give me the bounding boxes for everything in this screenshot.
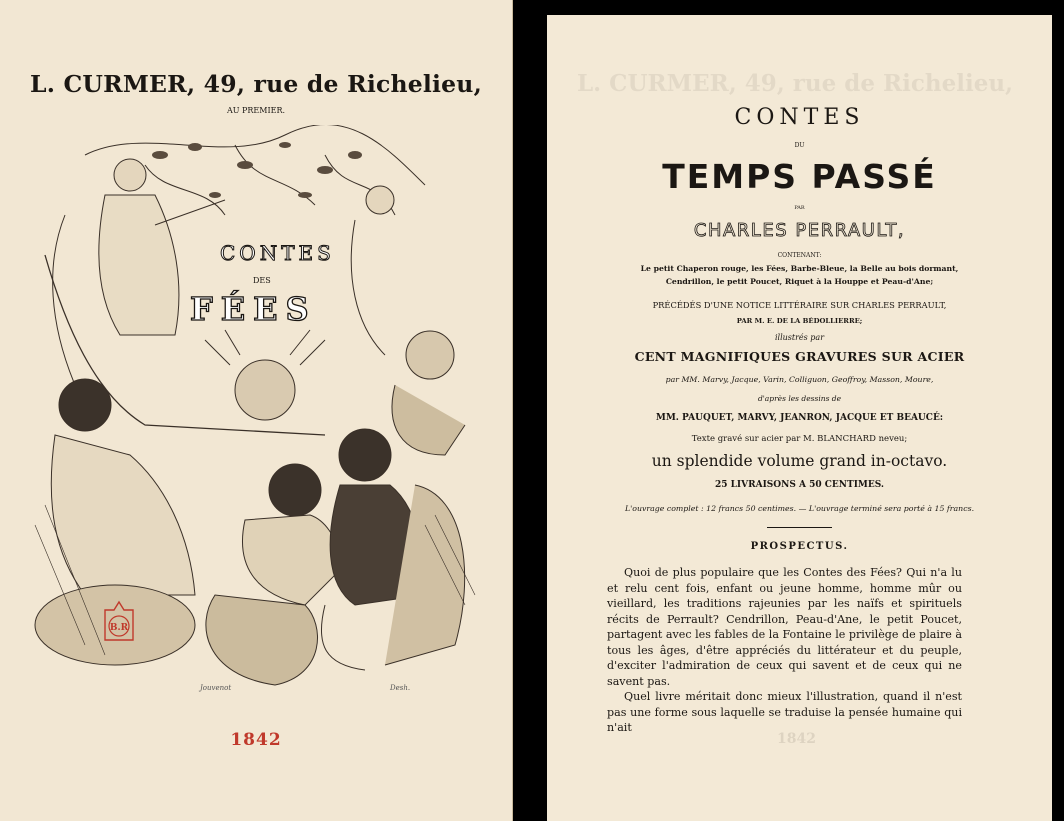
after-drawings: d'après les dessins de [757,394,842,403]
prospectus-body [607,565,962,736]
title-du: DU [794,142,805,149]
prospectus-heading: PROSPECTUS. [750,541,849,552]
author-name: CHARLES PERRAULT, [693,220,906,241]
frontispiece-engraving [25,125,485,700]
ornamental-rule [767,527,832,528]
bleed-through-text: L. CURMER, 49, rue de Richelieu, [577,70,1014,97]
illustrated-by: illustrés par [774,333,825,342]
preceded-line: PRÉCÉDÉS D'UNE NOTICE LITTÉRAIRE SUR CHARLES PERRAULT, [652,300,947,310]
notice-author: PAR M. E. DE LA BÉDOLLIERRE; [736,317,863,325]
engraving-title-fees: FÉES [190,290,317,328]
engraving-title-contes: CONTES [220,241,335,265]
title-par: PAR [794,205,805,211]
title-contes: CONTES [734,105,865,130]
engravers-line: par MM. Marvy, Jacque, Varin, Colliguon, Geoffroy, Masson, Moure, [665,375,934,384]
prospectus-paragraph: Quoi de plus populaire que les Contes des Fées? Qui n'a lu et relu cent fois, enfant ou jeune homme, homme mûr ou vieillard, les traditions rajeunies par les naïfs et spirituels récits de Perrault? Cendrillon, Peau-d'Ane, le petit Poucet, partagent avec les fables de la Fontaine le privilège de plaire à tous les âges, d'être appréciés du littérateur et du peuple, d'exciter l'admiration de ceux qui savent et de ceux qui ne savent pas. [607,566,962,688]
artists-line: MM. PAUQUET, MARVY, JEANRON, JACQUE ET BEAUCÉ: [655,413,944,423]
tales-line-1: Le petit Chaperon rouge, les Fées, Barbe-Bleue, la Belle au bois dormant, [640,264,959,273]
prospectus-paragraph: Quel livre méritait donc mieux l'illustration, quand il n'est pas une forme sous laquelle se traduise la pensée humaine qui n'ait [607,690,962,734]
engravings-line: CENT MAGNIFIQUES GRAVURES SUR ACIER [634,349,965,364]
text-engraved-line: Texte gravé sur acier par M. BLANCHARD neveu; [691,434,908,444]
publication-year: 1842 [230,730,282,750]
contenant-label: CONTENANT: [777,252,822,259]
livraisons-line: 25 LIVRAISONS A 50 CENTIMES. [714,480,885,490]
library-seal-icon [100,600,138,648]
left-page [0,0,513,821]
engraver-signature-right: Desh. [390,684,411,692]
publisher-line: L. CURMER, 49, rue de Richelieu, [30,70,482,98]
title-temps-passe: TEMPS PASSÉ [662,157,937,196]
right-page [547,15,1052,821]
engraving-title-des: DES [253,276,271,285]
bleed-through-year: 1842 [777,731,816,747]
floor-line: AU PREMIER. [226,106,286,115]
price-line: L'ouvrage complet : 12 francs 50 centimes. — L'ouvrage terminé sera porté à 15 francs. [624,504,975,513]
volume-line: un splendide volume grand in-octavo. [651,452,948,470]
library-seal-text: B.R [109,623,129,633]
engraver-signature-left: Jouvenot [200,684,232,692]
tales-line-2: Cendrillon, le petit Poucet, Riquet à la Houppe et Peau-d'Ane; [665,277,934,286]
